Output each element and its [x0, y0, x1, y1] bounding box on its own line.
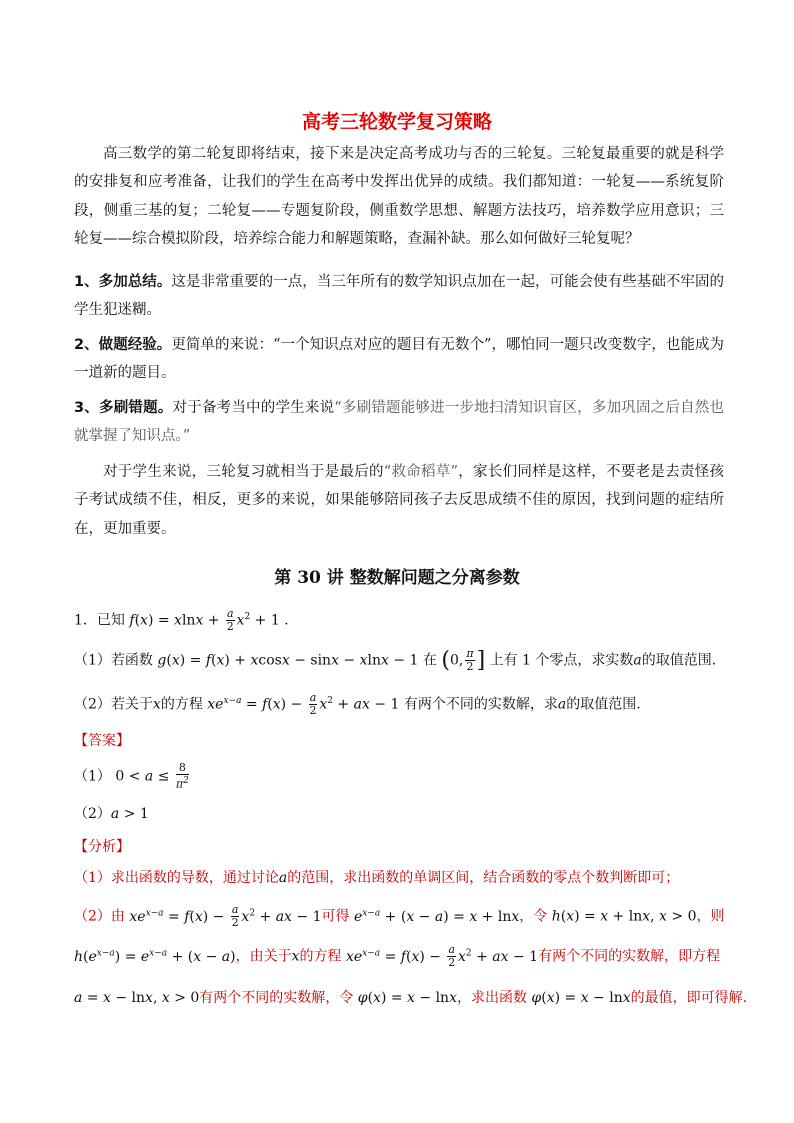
analysis-4-text-b: 有两个不同的实数解，令 — [199, 990, 354, 1006]
closing-b: “救命稻草” — [383, 464, 458, 480]
point-3-head: 3、多刷错题。 — [74, 400, 173, 416]
answer-label: 【答案】 — [74, 733, 130, 749]
intro-paragraph: 高三数学的第二轮复即将结束，接下来是决定高考成功与否的三轮复。三轮复最重要的就是科学的安排复和应考准备，让我们的学生在高考中发挥出优异的成绩。我们都知道：一轮复——系统复阶段，侧重三基的复；二轮复——专题复阶段，侧重数学思想、解题方法技巧，培养数学应用意识；三轮复——综合模拟阶段，培养综合能力和解题策略，查漏补缺。那么如何做好三轮复呢？ — [74, 146, 724, 247]
analysis-label: 【分析】 — [74, 839, 130, 855]
analysis-3-text-c: 的方程 — [299, 948, 342, 965]
analysis-2-text: （2）由 — [74, 908, 125, 925]
analysis-4: a = x − lnx, x > 0有两个不同的实数解，令 φ(x) = x − lnx，求出函数 φ(x) = x − lnx的最值，即可得解. — [74, 990, 748, 1006]
page-title: 高考三轮数学复习策略 — [301, 111, 492, 133]
q2-text-c: 的取值范围. — [566, 696, 641, 713]
q1-text-b: 的取值范围. — [641, 652, 717, 669]
analysis-2-text-b: 可得 — [321, 908, 350, 925]
formula-f: f — [129, 612, 135, 629]
point-1 — [74, 268, 724, 325]
analysis-1: （1）求出函数的导数，通过讨论a的范围，求出函数的单调区间，结合函数的零点个数判断即可； — [74, 870, 680, 886]
fraction-pi-over-2: $\frac{\pi}{2}$ — [466, 647, 474, 673]
q1-label: （1）若函数 — [74, 652, 153, 669]
closing-c: ，家长们同样是这样，不要老是去责怪孩子考试成绩不佳，相反，更多的来说，如果能够陪同孩子去反思成绩不佳的原因，找到问题的症结所在，更加重要。 — [74, 464, 725, 537]
answer-2-label: （2） — [74, 806, 111, 822]
point-3-body-a: 对于备考当中的学生来说 — [172, 400, 335, 416]
point-2-head: 2、做题经验。 — [74, 337, 172, 353]
q1-text-a: 上有 1 个零点，求实数 — [489, 652, 634, 669]
analysis-3-text-b: ，由关于 — [235, 948, 292, 965]
analysis-2-text-d: ，则 — [696, 908, 725, 925]
answer-2: （2）a > 1 — [74, 806, 149, 822]
closing-paragraph — [74, 458, 724, 543]
question-2: （2）若关于x的方程 $xe^{x-a} = f(x)$ − $\frac{a}{2}$ $x^2$ + ax − 1 有两个不同的实数解，求a的取值范围. — [74, 691, 641, 717]
point-1-body: 这是非常重要的一点，当三年所有的数学知识点加在一起，可能会使有些基础不牢固的学生犯迷糊。 — [74, 274, 725, 319]
lecture-title: 第 30 讲 整数解问题之分离参数 — [274, 568, 520, 588]
analysis-4-text-d: 的最值，即可得解. — [630, 990, 748, 1006]
q2-label: （2）若关于 — [74, 696, 153, 713]
fraction-a-over-2: $\frac{a}{2}$ — [226, 607, 234, 633]
point-1-head: 1、多加总结。 — [74, 274, 172, 290]
analysis-2-text-c: ，令 — [519, 908, 548, 925]
answer-1-label: （1） — [74, 768, 111, 785]
q2-text-a: 的方程 — [160, 696, 203, 713]
point-2 — [74, 331, 724, 388]
analysis-3-text-d: 有两个不同的实数解，即方程 — [538, 948, 721, 965]
question-1: （1）若函数 g(x) = f(x) + xcosx − sinx − xlnx − 1 在 (0, $\frac{\pi}{2}$ ] 上有 1 个零点，求实数a的取值范围. — [74, 647, 717, 673]
point-3-body-b: “多刷错题能够进一步地扫清知识盲区，多加巩固之后自然也就掌握了知识点。” — [74, 400, 725, 445]
point-2-body: 更简单的来说：“一个知识点对应的题目有无数个”，哪怕同一题只改变数字，也能成为一道新的题目。 — [74, 337, 724, 382]
q2-text-b: 有两个不同的实数解，求 — [403, 696, 558, 713]
point-3 — [74, 394, 724, 451]
analysis-3: $h(e^{x-a}) = e^{x-a} + (x - a)$，由关于x的方程 $xe^{x-a} = f(x)$ − $\frac{a}{2}$ $x^2$ + ax − 1有两个不同的实数解，即方程 — [74, 943, 721, 969]
closing-a: 对于学生来说，三轮复习就相当于是最后的 — [103, 464, 384, 480]
answer-1: （1） 0 < a ≤ $\frac{8}{\pi^2}$ — [74, 761, 189, 791]
analysis-4-text-c: ，求出函数 — [456, 990, 527, 1006]
problem-intro: 1．已知 f(x) = xlnx + $\frac{a}{2}$ $x^2 + 1$ . — [74, 607, 289, 633]
problem-intro-text: 1．已知 — [74, 612, 125, 629]
analysis-1-text: （1）求出函数的导数，通过讨论 — [74, 870, 279, 886]
analysis-1-text-b: 的范围，求出函数的单调区间，结合函数的零点个数判断即可； — [287, 870, 680, 886]
fraction-8-over-pi2: $\frac{8}{\pi^2}$ — [175, 761, 189, 791]
analysis-2: （2）由 $xe^{x-a} = f(x)$ − $\frac{a}{2}$ $x^2$ + ax − 1可得 $e^{x-a} + (x - a) = x + \ln x$，令 h(x) = x + lnx, x > 0，则 — [74, 903, 725, 929]
